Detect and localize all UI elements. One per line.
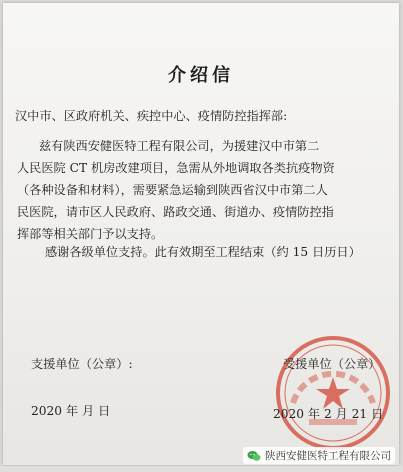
body-line: 人民医院 CT 机房改建项目，急需从外地调取各类抗疫物资 [17,161,335,175]
support-date: 2020 年 月 日 [31,404,111,418]
letter-paper [3,3,399,465]
support-unit-label: 支援单位（公章）: [31,357,133,371]
red-round-seal-icon [273,333,393,453]
letter-title: 介绍信 [168,65,234,86]
receiver-date: 2020 年 2 月 21 日 [273,407,384,421]
wechat-icon [247,450,261,462]
addressee: 汉中市、区政府机关、疾控中心、疫情防控指挥部: [15,109,288,123]
receiver-unit-label: 受援单位（公章） [283,357,381,371]
body-line: 民医院，请市区人民政府、路政交通、街道办、疫情防控指 [17,205,334,219]
body-line: （各种设备和材料），需要紧急运输到陕西省汉中市第二人 [17,183,328,197]
body-line: 兹有陕西安健医特工程有限公司，为援建汉中市第二 [39,139,320,153]
source-watermark [243,447,395,464]
watermark-text: 陕西安健医特工程有限公司 [265,450,391,462]
letter-body [17,135,391,245]
bottom-strip [0,466,403,472]
thanks-line: 感谢各级单位支持。此有效期至工程结束（约 15 日历日） [45,245,361,259]
body-line: 挥部等相关部门予以支持。 [17,227,164,241]
